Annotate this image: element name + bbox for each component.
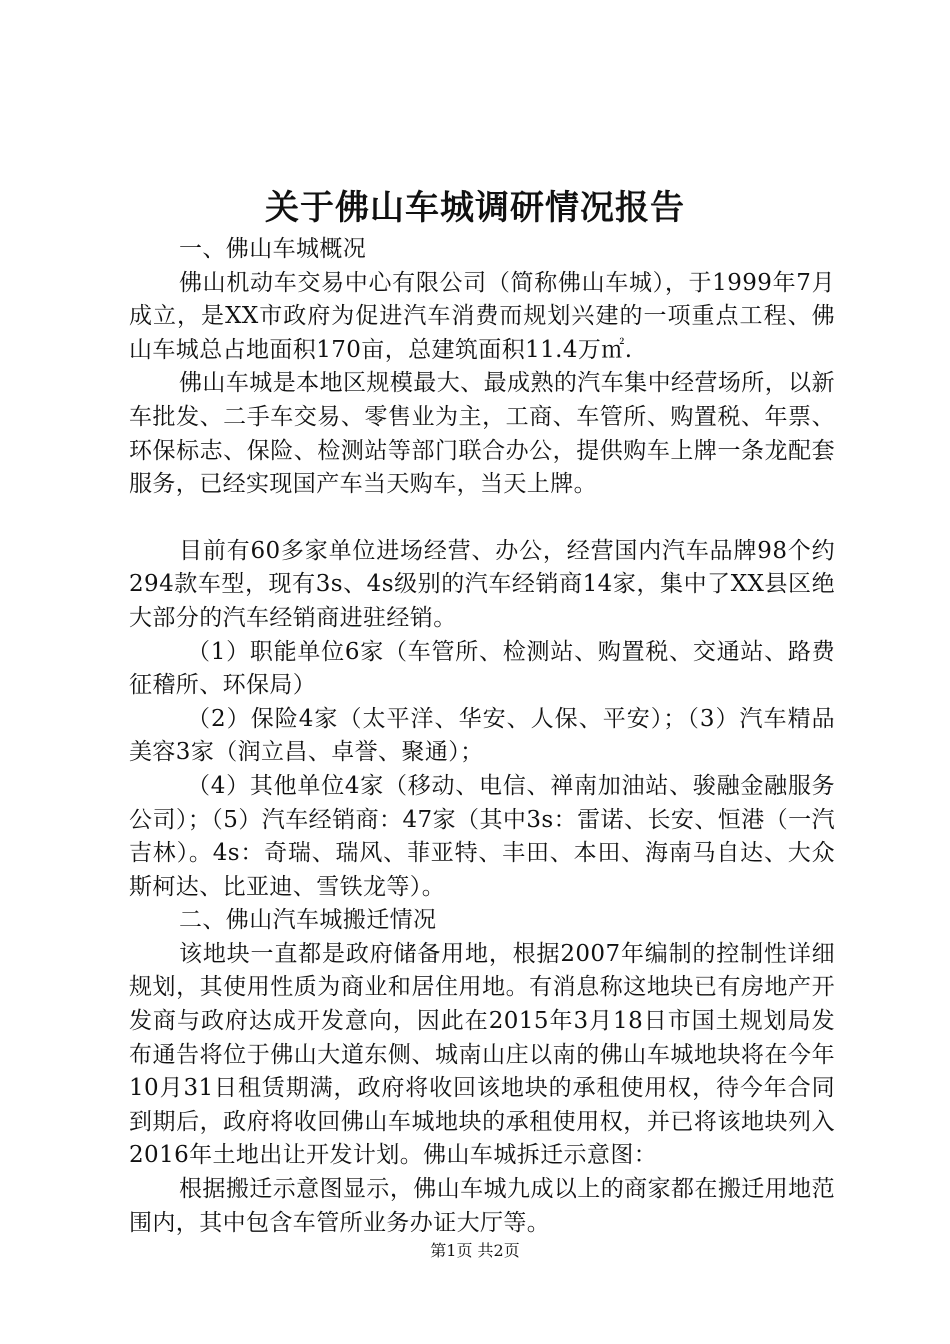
list-item-functional-units: （1）职能单位6家（车管所、检测站、购置税、交通站、路费征稽所、环保局） <box>129 638 835 699</box>
paragraph-spacer <box>129 502 835 535</box>
paragraph-company-intro: 佛山机动车交易中心有限公司（简称佛山车城），于1999年7月成立，是XX市政府为促进汽车消费而规划兴建的一项重点工程、佛山车城总占地面积170亩，总建筑面积11.4万㎡. <box>129 269 835 363</box>
list-item-insurance-beauty: （2）保险4家（太平洋、华安、人保、平安）；（3）汽车精品美容3家（润立昌、卓誉、聚通）； <box>129 705 835 766</box>
paragraph-current-tenants: 目前有60多家单位进场经营、办公，经营国内汽车品牌98个约294款车型，现有3s、4s级别的汽车经销商14家，集中了XX县区绝大部分的汽车经销商进驻经销。 <box>129 537 835 631</box>
paragraph-relocation-map: 根据搬迁示意图显示，佛山车城九成以上的商家都在搬迁用地范围内，其中包含车管所业务办证大厅等。 <box>129 1176 835 1236</box>
document-body <box>129 233 835 1240</box>
paragraph-scale: 佛山车城是本地区规模最大、最成熟的汽车集中经营场所，以新车批发、二手车交易、零售业为主，工商、车管所、购置税、年票、环保标志、保险、检测站等部门联合办公，提供购车上牌一条龙配套服务，已经实现国产车当天购车，当天上牌。 <box>129 370 835 498</box>
page-number-footer: 第1页 共2页 <box>430 1241 520 1260</box>
paragraph-land-status: 该地块一直都是政府储备用地，根据2007年编制的控制性详细规划，其使用性质为商业和居住用地。有消息称这地块已有房地产开发商与政府达成开发意向，因此在2015年3月18日市国土规划局发布通告将位于佛山大道东侧、城南山庄以南的佛山车城地块将在今年10月31日租赁期满，政府将收回该地块的承租使用权，待今年合同到期后，政府将收回佛山车城地块的承租使用权，并已将该地块列入2016年土地出让开发计划。佛山车城拆迁示意图： <box>129 940 835 1169</box>
document-title: 关于佛山车城调研情况报告 <box>265 188 685 228</box>
list-item-other-dealers: （4）其他单位4家（移动、电信、禅南加油站、骏融金融服务公司）；（5）汽车经销商：47家（其中3s：雷诺、长安、恒港（一汽吉林）。4s：奇瑞、瑞风、菲亚特、丰田、本田、海南马自达、大众斯柯达、比亚迪、雪铁龙等）。 <box>129 772 835 900</box>
section-heading-overview: 一、佛山车城概况 <box>179 236 367 262</box>
section-heading-relocation: 二、佛山汽车城搬迁情况 <box>179 907 437 934</box>
